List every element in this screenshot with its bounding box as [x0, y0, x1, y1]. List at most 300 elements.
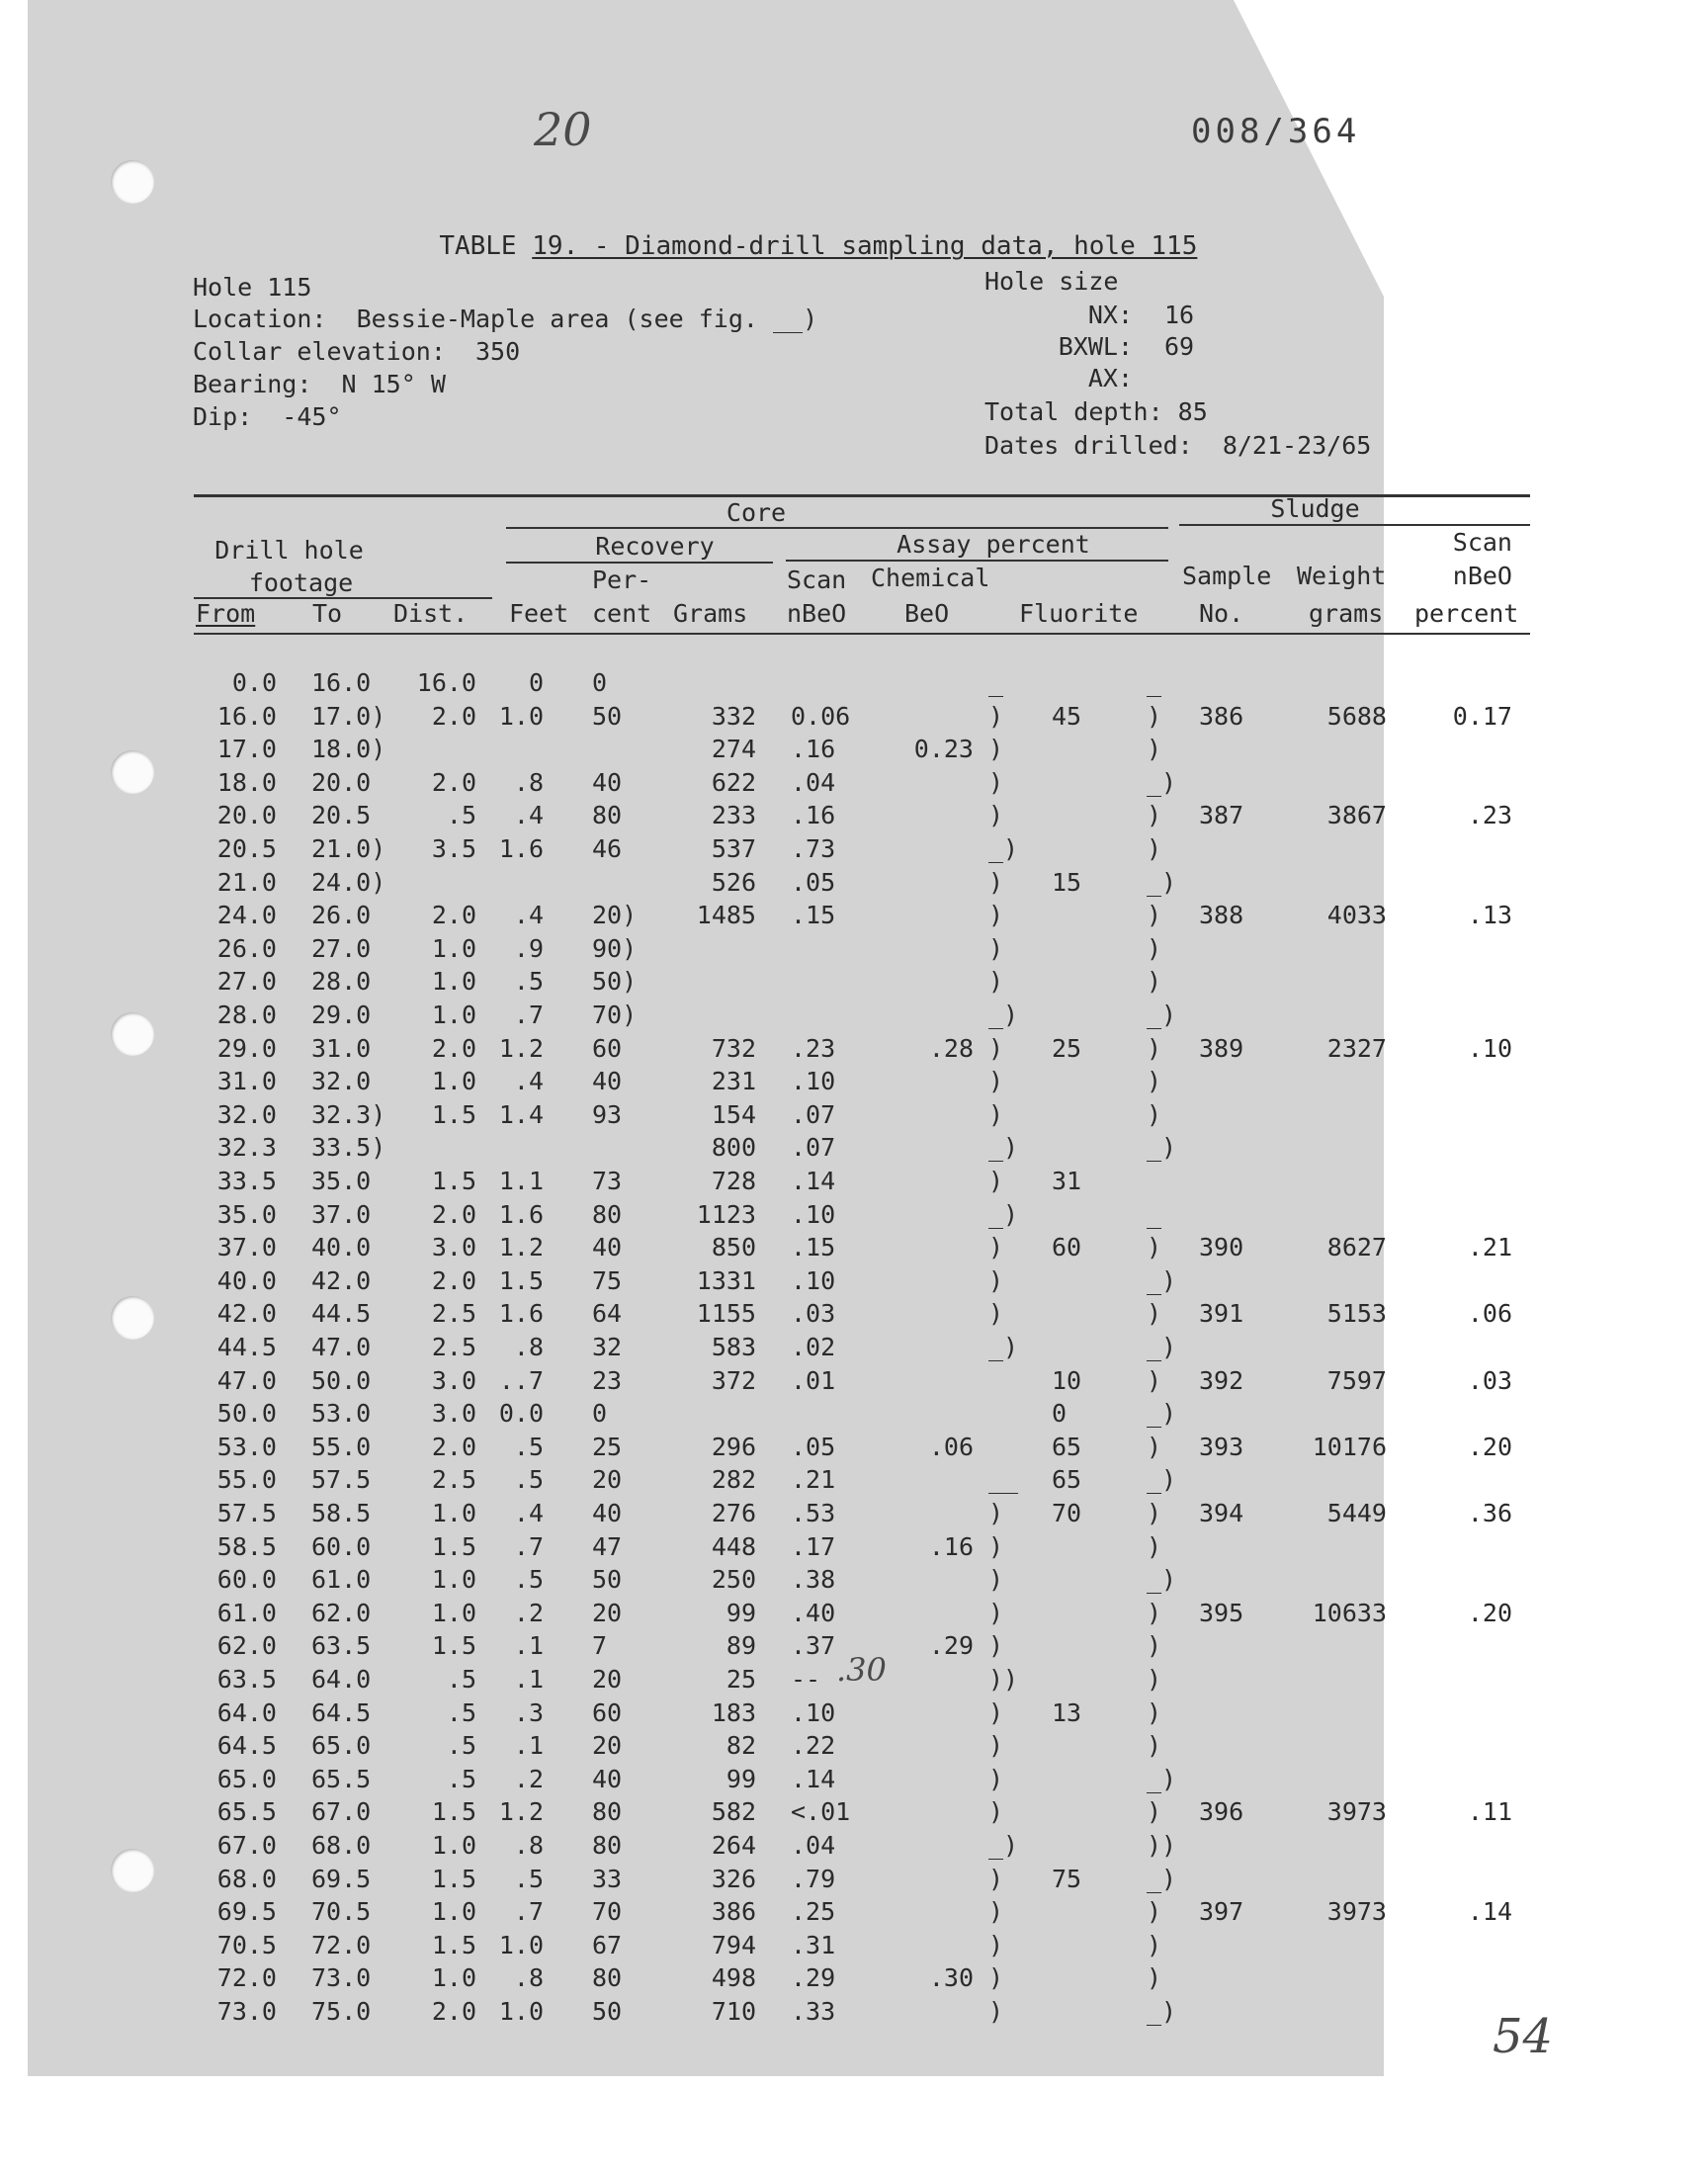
- cell-br1: ): [988, 1099, 1004, 1129]
- cell-dist: 2.0: [431, 767, 476, 797]
- cell-br2: ): [1147, 1897, 1162, 1927]
- header-nbeo-sludge: nBeO: [1452, 562, 1512, 590]
- cell-br1: _): [988, 1831, 1019, 1860]
- cell-br2: ): [1147, 735, 1162, 764]
- cell-dist: .5: [446, 1764, 476, 1793]
- cell-sample: 388: [1199, 901, 1244, 930]
- header-grams: Grams: [673, 599, 748, 628]
- cell-cent: 40: [592, 1067, 623, 1096]
- cell-br1: ): [988, 1067, 1004, 1096]
- cell-cent: 50: [592, 701, 623, 731]
- cell-dist: 1.0: [431, 1565, 476, 1595]
- cell-br1: ): [988, 1997, 1004, 2026]
- header-footage: footage: [248, 568, 354, 597]
- cell-feet: 1.1: [498, 1167, 544, 1195]
- cell-from: 47.0: [216, 1365, 277, 1395]
- cell-feet: .2: [513, 1764, 544, 1793]
- cell-feet: 1.4: [498, 1099, 544, 1129]
- cell-from: 65.5: [216, 1797, 277, 1827]
- cell-cent: 20: [592, 1598, 623, 1627]
- cell-to: 32.0: [311, 1067, 372, 1096]
- cell-feet: .3: [513, 1697, 544, 1727]
- cell-cent: 80: [592, 1963, 623, 1993]
- info-line: Location: Bessie-Maple area (see fig. __): [193, 304, 818, 333]
- table-title: [408, 202, 1197, 261]
- cell-scan: .04: [791, 767, 836, 797]
- info-line: Collar elevation: 350: [193, 337, 521, 366]
- cell-weight: 4033: [1326, 901, 1387, 930]
- cell-fluor: 25: [1052, 1033, 1082, 1063]
- cell-grams: 372: [711, 1365, 756, 1395]
- binder-hole: [111, 750, 154, 794]
- cell-br1: ): [988, 801, 1004, 830]
- cell-grams: 99: [726, 1764, 756, 1793]
- cell-feet: 1.6: [498, 834, 544, 863]
- cell-to: 35.0: [311, 1167, 372, 1195]
- cell-from: 28.0: [216, 1000, 277, 1029]
- cell-dist: 1.0: [431, 1963, 476, 1993]
- size-label: BXWL:: [1058, 332, 1133, 361]
- cell-br2: ): [1147, 1499, 1162, 1527]
- cell-feet: .8: [513, 1963, 544, 1993]
- cell-feet: .1: [513, 1731, 544, 1761]
- cell-dist: 1.0: [431, 1831, 476, 1860]
- header-weight: Weight: [1297, 562, 1387, 590]
- cell-grams: 233: [711, 801, 756, 830]
- cell-br2: ): [1147, 1299, 1162, 1329]
- cell-cent: 0: [592, 1399, 608, 1429]
- cell-dist: 1.5: [431, 1864, 476, 1893]
- cell-from: 64.0: [216, 1697, 277, 1727]
- cell-cent: 20: [592, 1731, 623, 1761]
- cell-br1: ): [988, 1930, 1004, 1959]
- cell-from: 64.5: [216, 1731, 277, 1761]
- cell-scan: .29: [791, 1963, 836, 1993]
- cell-dist: 1.0: [431, 1897, 476, 1927]
- cell-grams: 1331: [696, 1265, 756, 1295]
- cell-from: 24.0: [216, 901, 277, 930]
- cell-to: 55.0: [311, 1432, 372, 1461]
- cell-cent: 73: [592, 1167, 623, 1195]
- cell-cent: 33: [592, 1864, 623, 1893]
- cell-grams: 154: [711, 1099, 756, 1129]
- cell-br2: _): [1147, 1000, 1177, 1029]
- cell-chem: 0.23: [913, 735, 974, 764]
- cell-weight: 5153: [1326, 1299, 1387, 1329]
- cell-to: 33.5): [311, 1133, 386, 1163]
- cell-dist: 2.0: [431, 701, 476, 731]
- cell-br1: ): [988, 1864, 1004, 1893]
- cell-grams: 732: [711, 1033, 756, 1063]
- cell-scan: .23: [791, 1033, 836, 1063]
- cell-br1: ): [988, 1167, 1004, 1195]
- cell-grams: 526: [711, 867, 756, 897]
- cell-br2: ): [1147, 1365, 1162, 1395]
- cell-to: 65.0: [311, 1731, 372, 1761]
- cell-grams: 728: [711, 1167, 756, 1195]
- cell-br1: ): [988, 735, 1004, 764]
- cell-dist: 1.0: [431, 933, 476, 963]
- cell-cent: 75: [592, 1265, 623, 1295]
- cell-br2: ): [1147, 1697, 1162, 1727]
- title-prefix: TABLE: [439, 231, 517, 261]
- cell-cent: 67: [592, 1930, 623, 1959]
- cell-dist: 1.5: [431, 1631, 476, 1661]
- cell-to: 50.0: [311, 1365, 372, 1395]
- cell-br2: ): [1147, 834, 1162, 863]
- cell-feet: .4: [513, 1067, 544, 1096]
- cell-from: 20.0: [216, 801, 277, 830]
- cell-cent: 60: [592, 1697, 623, 1727]
- cell-cent: 60: [592, 1033, 623, 1063]
- cell-feet: .1: [513, 1631, 544, 1661]
- cell-scan: .17: [791, 1531, 836, 1561]
- cell-scan: .22: [791, 1731, 836, 1761]
- cell-br1: ): [988, 967, 1004, 997]
- cell-br2: ): [1147, 901, 1162, 930]
- cell-weight: 10176: [1312, 1432, 1387, 1461]
- cell-br1: ): [988, 1531, 1004, 1561]
- binder-hole: [111, 1849, 154, 1892]
- cell-scan: .03: [791, 1299, 836, 1329]
- cell-to: 31.0: [311, 1033, 372, 1063]
- cell-grams: 274: [711, 735, 756, 764]
- cell-to: 68.0: [311, 1831, 372, 1860]
- cell-dist: 2.5: [431, 1333, 476, 1361]
- cell-to: 28.0: [311, 967, 372, 997]
- cell-fluor: 70: [1052, 1499, 1082, 1527]
- cell-dist: 2.0: [431, 1432, 476, 1461]
- cell-cent: 70: [592, 1897, 623, 1927]
- cell-from: 31.0: [216, 1067, 277, 1096]
- cell-br2: _): [1147, 867, 1177, 897]
- cell-scan: .14: [791, 1167, 836, 1195]
- cell-scan: .04: [791, 1831, 836, 1860]
- cell-scan: .16: [791, 801, 836, 830]
- cell-feet: 1.2: [498, 1797, 544, 1827]
- cell-to: 61.0: [311, 1565, 372, 1595]
- cell-from: 35.0: [216, 1199, 277, 1229]
- cell-br1: ): [988, 1731, 1004, 1761]
- cell-cent: 80: [592, 801, 623, 830]
- cell-feet: .7: [513, 1531, 544, 1561]
- cell-scan: --: [791, 1665, 821, 1694]
- cell-snbeo: .21: [1467, 1233, 1512, 1262]
- cell-from: 61.0: [216, 1598, 277, 1627]
- header-sample: Sample: [1182, 562, 1272, 590]
- cell-br1: ): [988, 767, 1004, 797]
- cell-cent: 40: [592, 1764, 623, 1793]
- cell-snbeo: .03: [1467, 1365, 1512, 1395]
- handwritten-scan-correction: .30: [836, 1651, 887, 1689]
- header-from: From: [196, 599, 256, 628]
- cell-dist: 1.5: [431, 1930, 476, 1959]
- header-recovery: Recovery: [595, 532, 715, 561]
- page-number: 54: [1493, 2009, 1554, 2064]
- cell-snbeo: .06: [1467, 1299, 1512, 1329]
- cell-to: 20.5: [311, 801, 372, 830]
- cell-to: 40.0: [311, 1233, 372, 1262]
- cell-dist: .5: [446, 1731, 476, 1761]
- cell-br2: ): [1147, 1598, 1162, 1627]
- cell-grams: 1123: [696, 1199, 756, 1229]
- cell-feet: .5: [513, 1465, 544, 1495]
- cell-feet: 0: [528, 668, 544, 697]
- cell-to: 42.0: [311, 1265, 372, 1295]
- cell-cent: 70): [592, 1000, 638, 1029]
- cell-to: 60.0: [311, 1531, 372, 1561]
- cell-sample: 386: [1199, 701, 1244, 731]
- cell-from: 16.0: [216, 701, 277, 731]
- cell-br1: ): [988, 901, 1004, 930]
- cell-to: 64.5: [311, 1697, 372, 1727]
- cell-br2: _): [1147, 1864, 1177, 1893]
- cell-scan: .07: [791, 1133, 836, 1163]
- cell-br1: ): [988, 1265, 1004, 1295]
- cell-weight: 5449: [1326, 1499, 1387, 1527]
- cell-dist: 1.0: [431, 1067, 476, 1096]
- cell-scan: .14: [791, 1764, 836, 1793]
- cell-to: 69.5: [311, 1864, 372, 1893]
- cell-scan: .15: [791, 901, 836, 930]
- cell-scan: .73: [791, 834, 836, 863]
- cell-br2: ): [1147, 1631, 1162, 1661]
- cell-fluor: 13: [1052, 1697, 1082, 1727]
- cell-br2: ): [1147, 1033, 1162, 1063]
- cell-from: 63.5: [216, 1665, 277, 1694]
- cell-sample: 391: [1199, 1299, 1244, 1329]
- cell-feet: .5: [513, 967, 544, 997]
- cell-br1: ): [988, 1033, 1004, 1063]
- cell-br2: )): [1147, 1831, 1177, 1860]
- cell-scan: .16: [791, 735, 836, 764]
- cell-weight: 3867: [1326, 801, 1387, 830]
- cell-to: 26.0: [311, 901, 372, 930]
- cell-sample: 394: [1199, 1499, 1244, 1527]
- cell-grams: 583: [711, 1333, 756, 1361]
- cell-br1: ): [988, 1299, 1004, 1329]
- cell-from: 55.0: [216, 1465, 277, 1495]
- cell-to: 75.0: [311, 1997, 372, 2026]
- cell-to: 65.5: [311, 1764, 372, 1793]
- cell-cent: 64: [592, 1299, 623, 1329]
- cell-br1: ): [988, 1764, 1004, 1793]
- cell-br2: ): [1147, 933, 1162, 963]
- cell-cent: 40: [592, 1233, 623, 1262]
- cell-grams: 386: [711, 1897, 756, 1927]
- cell-dist: 1.0: [431, 1499, 476, 1527]
- cell-br2: _): [1147, 767, 1177, 797]
- cell-snbeo: .11: [1467, 1797, 1512, 1827]
- cell-scan: .33: [791, 1997, 836, 2026]
- cell-grams: 326: [711, 1864, 756, 1893]
- binder-hole: [111, 160, 154, 204]
- document-number: 008/364: [1191, 112, 1361, 151]
- cell-br2: _): [1147, 1997, 1177, 2026]
- cell-feet: .7: [513, 1897, 544, 1927]
- cell-dist: 2.0: [431, 1199, 476, 1229]
- size-label: AX:: [1087, 364, 1133, 392]
- cell-grams: 99: [726, 1598, 756, 1627]
- cell-fluor: 45: [1052, 701, 1082, 731]
- binder-hole: [111, 1296, 154, 1340]
- cell-br2: ): [1147, 967, 1162, 997]
- cell-scan: .38: [791, 1565, 836, 1595]
- cell-dist: 3.0: [431, 1399, 476, 1429]
- cell-feet: .8: [513, 767, 544, 797]
- cell-br1: )): [988, 1665, 1019, 1694]
- cell-grams: 282: [711, 1465, 756, 1495]
- cell-cent: 20: [592, 1465, 623, 1495]
- cell-br1: ): [988, 1797, 1004, 1827]
- cell-sample: 395: [1199, 1598, 1244, 1627]
- cell-dist: 2.5: [431, 1465, 476, 1495]
- header-to: To: [312, 599, 343, 628]
- cell-scan: .31: [791, 1930, 836, 1959]
- cell-grams: 296: [711, 1432, 756, 1461]
- cell-to: 70.5: [311, 1897, 372, 1927]
- cell-br1: ): [988, 1897, 1004, 1927]
- header-assay-percent: Assay percent: [897, 530, 1090, 559]
- cell-sample: 397: [1199, 1897, 1244, 1927]
- cell-cent: 7: [592, 1631, 608, 1661]
- cell-br1: ): [988, 701, 1004, 731]
- cell-from: 17.0: [216, 735, 277, 764]
- cell-br1: _): [988, 1333, 1019, 1361]
- cell-feet: 0.0: [498, 1399, 544, 1429]
- header-fluorite: Fluorite: [1019, 599, 1139, 628]
- cell-cent: 23: [592, 1365, 623, 1395]
- cell-br1: ): [988, 1631, 1004, 1661]
- cell-grams: 183: [711, 1697, 756, 1727]
- cell-br1: ): [988, 1499, 1004, 1527]
- cell-snbeo: 0.17: [1452, 701, 1512, 731]
- cell-grams: 1155: [696, 1299, 756, 1329]
- cell-feet: 1.0: [498, 701, 544, 731]
- cell-from: 26.0: [216, 933, 277, 963]
- cell-dist: 2.0: [431, 1265, 476, 1295]
- cell-dist: 2.0: [431, 1033, 476, 1063]
- header-nbeo: nBeO: [787, 599, 847, 628]
- cell-chem: .16: [928, 1531, 974, 1561]
- header-sludge: Sludge: [1270, 494, 1360, 523]
- cell-feet: 1.6: [498, 1199, 544, 1229]
- cell-grams: 710: [711, 1997, 756, 2026]
- cell-weight: 10633: [1312, 1598, 1387, 1627]
- header-weight-grams: grams: [1309, 599, 1384, 628]
- cell-feet: .5: [513, 1565, 544, 1595]
- cell-br2: _): [1147, 1265, 1177, 1295]
- cell-snbeo: .20: [1467, 1598, 1512, 1627]
- cell-to: 44.5: [311, 1299, 372, 1329]
- cell-snbeo: .10: [1467, 1033, 1512, 1063]
- header-scan: Scan: [787, 566, 847, 594]
- cell-dist: 2.0: [431, 1997, 476, 2026]
- cell-cent: 50: [592, 1997, 623, 2026]
- cell-fluor: 65: [1052, 1432, 1082, 1461]
- cell-br1: ): [988, 1963, 1004, 1993]
- cell-from: 73.0: [216, 1997, 277, 2026]
- cell-br1: ): [988, 1565, 1004, 1595]
- cell-fluor: 15: [1052, 867, 1082, 897]
- cell-grams: 537: [711, 834, 756, 863]
- cell-scan: .21: [791, 1465, 836, 1495]
- cell-cent: 0: [592, 668, 608, 697]
- cell-weight: 5688: [1326, 701, 1387, 731]
- cell-grams: 89: [726, 1631, 756, 1661]
- cell-cent: 32: [592, 1333, 623, 1361]
- cell-br2: ): [1147, 1731, 1162, 1761]
- cell-scan: .02: [791, 1333, 836, 1361]
- cell-br2: ): [1147, 1930, 1162, 1959]
- cell-dist: 1.5: [431, 1099, 476, 1129]
- cell-from: 44.5: [216, 1333, 277, 1361]
- cell-snbeo: .13: [1467, 901, 1512, 930]
- cell-weight: 8627: [1326, 1233, 1387, 1262]
- cell-scan: .37: [791, 1631, 836, 1661]
- cell-grams: 231: [711, 1067, 756, 1096]
- cell-from: 27.0: [216, 967, 277, 997]
- cell-br2: _): [1147, 1465, 1177, 1495]
- header-cent: cent: [592, 599, 652, 628]
- header-bottom-rule: [194, 633, 1530, 635]
- cell-grams: 622: [711, 767, 756, 797]
- info-line: Dip: -45°: [193, 402, 342, 431]
- cell-grams: 264: [711, 1831, 756, 1860]
- cell-from: 21.0: [216, 867, 277, 897]
- cell-weight: 7597: [1326, 1365, 1387, 1395]
- cell-sample: 396: [1199, 1797, 1244, 1827]
- cell-from: 42.0: [216, 1299, 277, 1329]
- cell-feet: 1.2: [498, 1033, 544, 1063]
- cell-dist: 1.5: [431, 1167, 476, 1195]
- cell-snbeo: .14: [1467, 1897, 1512, 1927]
- cell-dist: 3.0: [431, 1365, 476, 1395]
- cell-weight: 2327: [1326, 1033, 1387, 1063]
- cell-to: 58.5: [311, 1499, 372, 1527]
- cell-br2: ): [1147, 701, 1162, 731]
- cell-from: 37.0: [216, 1233, 277, 1262]
- cell-to: 47.0: [311, 1333, 372, 1361]
- cell-feet: .4: [513, 801, 544, 830]
- cell-snbeo: .36: [1467, 1499, 1512, 1527]
- cell-scan: .05: [791, 1432, 836, 1461]
- cell-dist: .5: [446, 801, 476, 830]
- cell-dist: .5: [446, 1665, 476, 1694]
- cell-to: 27.0: [311, 933, 372, 963]
- cell-scan: .40: [791, 1598, 836, 1627]
- header-feet: Feet: [509, 599, 569, 628]
- cell-grams: 498: [711, 1963, 756, 1993]
- cell-sample: 387: [1199, 801, 1244, 830]
- cell-br2: ): [1147, 1531, 1162, 1561]
- cell-feet: 1.0: [498, 1997, 544, 2026]
- cell-to: 18.0): [311, 735, 386, 764]
- cell-scan: .53: [791, 1499, 836, 1527]
- cell-to: 63.5: [311, 1631, 372, 1661]
- cell-to: 37.0: [311, 1199, 372, 1229]
- cell-feet: .8: [513, 1333, 544, 1361]
- cell-br2: _): [1147, 1333, 1177, 1361]
- cell-scan: .10: [791, 1265, 836, 1295]
- cell-scan: .10: [791, 1199, 836, 1229]
- cell-scan: .10: [791, 1697, 836, 1727]
- recovery-rule: [506, 562, 773, 564]
- cell-br1: _): [988, 1000, 1019, 1029]
- cell-scan: .10: [791, 1067, 836, 1096]
- cell-br2: _): [1147, 1764, 1177, 1793]
- cell-br2: _): [1147, 1399, 1177, 1429]
